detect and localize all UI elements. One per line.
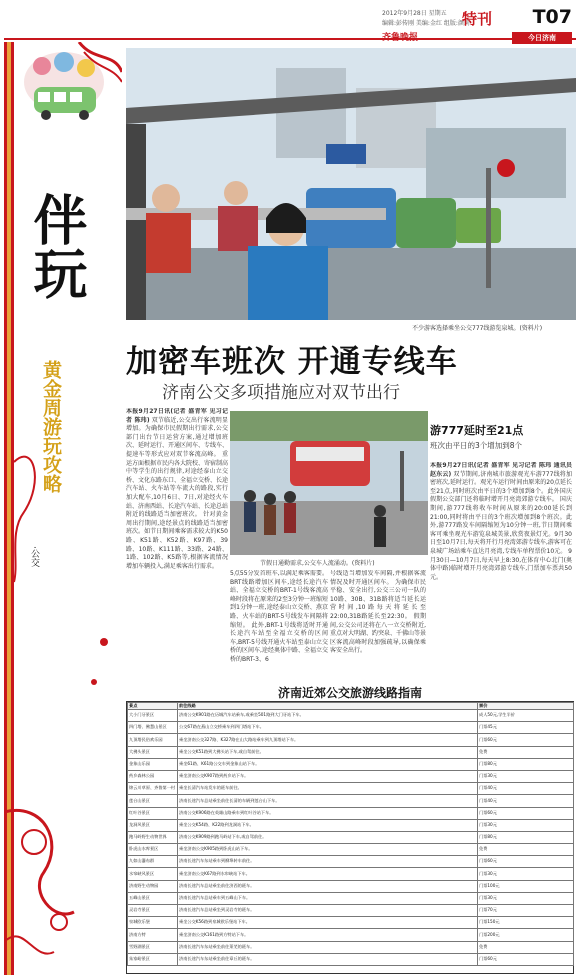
cell-price: 免费 bbox=[478, 746, 574, 758]
bus-station-photo bbox=[230, 411, 428, 555]
cell-route: 济南长途汽车东站乘坐前往莱芜的班车。 bbox=[178, 941, 478, 953]
table-row bbox=[128, 880, 574, 892]
side-article-subheadline: 班次由平日的3个增加到8个 bbox=[430, 441, 523, 450]
cell-route: 乘坐济南公交K161路到方特站下车。 bbox=[178, 929, 478, 941]
table-row bbox=[128, 905, 574, 917]
cell-price: 门票45元 bbox=[478, 722, 574, 734]
route-guide-table-box bbox=[126, 701, 574, 974]
table-row bbox=[128, 770, 574, 782]
top-photo bbox=[126, 48, 576, 320]
cell-spot: 济南方特 bbox=[128, 929, 178, 941]
article-body-1: 双节临近,公交出行客流明显增加。为确保市民假期出行需求,公交部门出台节日运营方案,通过增加班次、延时运行、开通区间车、专线车、提速车等形式应对双节客流高峰。 重运方面根据市民内各大院校、寄宿制高中等学生的出行规律,对途经泰山立交桥、文化东路东口、全福立交桥、长途汽车站、火车站等车流大的路段,实行加大配车,10月6日、7日,对途经火车站、济南西站、长途汽车站、长途总站附近的线路适当加密班次。 针对黄金周出行期间,途经景点的线路适当加密班次。如节日期间乘客需求较大的K50路、K51路、K52路、K97路、39路、10路、K111路、33路、24路、1路、102路、K5路等,根据客流情况增加车辆投入,满足乘客出行需求。 bbox=[126, 416, 228, 570]
table-row bbox=[128, 929, 574, 941]
cell-spot: 跑马岭野生动物世界 bbox=[128, 831, 178, 843]
table-row bbox=[128, 819, 574, 831]
cell-spot: 莲台山景区 bbox=[128, 795, 178, 807]
cell-spot: 朱家峪景区 bbox=[128, 953, 178, 965]
cell-spot: 红叶谷景区 bbox=[128, 807, 178, 819]
sidebar-suffix: ·公交 bbox=[29, 546, 39, 567]
side-article-text: 双节期间,济南城市旅游观光车游777线将加密班次,延时运行。观光车运行时间由原来的20点延长至21点,同时班次由平日的3个增加到8个。此外国庆假期公交部门还将临时增开月亮湾郊游专线车。 国庆期间,游777线将收车时间从原来的20:00延长到21:00,同时将由平日的3个班次增加到8个班次。此外,游777路发车间隔缩短为10分钟一班,节日期间乘客可乘坐观光车游览泉城美景,欣赏夜景灯光。9月30日至10月7日,每天将开行月亮湾郊游专线车,游客可在泉城广场站乘车直达月亮湾,专线车单程票价10元。 9月30日—10月7日,每天早上8:30,在体育中心北门(奥体中路)临时增开月亮湾郊游专线车,门票加车票共50元。 bbox=[430, 470, 572, 581]
table-row bbox=[128, 795, 574, 807]
header-spot: 景点 bbox=[128, 703, 178, 710]
top-photo-caption: 不少游客选择乘坐公交777线游览泉城。(资料片) bbox=[412, 325, 543, 332]
table-row bbox=[128, 953, 574, 965]
section-badge: 今日济南 bbox=[512, 32, 572, 44]
cell-price: 门票30元 bbox=[478, 868, 574, 880]
table-row bbox=[128, 856, 574, 868]
route-guide bbox=[126, 684, 574, 974]
sidebar-decoration bbox=[4, 42, 122, 975]
cell-route: 乘坐济南公交K907路到药乡站下车。 bbox=[178, 770, 478, 782]
table-row bbox=[128, 868, 574, 880]
header-price: 票价 bbox=[478, 703, 574, 710]
table-row bbox=[128, 831, 574, 843]
cell-spot: 药乡森林公园 bbox=[128, 770, 178, 782]
cell-route: 济南长途汽车总站乘车到五峰山下车。 bbox=[178, 892, 478, 904]
second-photo-caption: 节假日通勤需求,公交车人流涌动。(资料片) bbox=[260, 560, 375, 567]
table-row bbox=[128, 758, 574, 770]
cell-spot: 雪野湖景区 bbox=[128, 941, 178, 953]
cell-route: 济南公交K909路到跑马岭站下车,或自驾前往。 bbox=[178, 831, 478, 843]
cell-spot: 泉城欧乐堡 bbox=[128, 917, 178, 929]
cell-price: 门票200元 bbox=[478, 929, 574, 941]
table-row bbox=[128, 892, 574, 904]
cell-price: 免费 bbox=[478, 941, 574, 953]
bus-tour-photo bbox=[126, 48, 576, 320]
side-article-body bbox=[430, 462, 572, 680]
cell-spot: 金象山乐园 bbox=[128, 758, 178, 770]
article-lead: 本报9月27日讯(记者 盛青军 见习记者 陈玮) bbox=[126, 408, 228, 424]
cell-route: 济南长途汽车总站乘坐前往长清的车辆到莲台山下车。 bbox=[178, 795, 478, 807]
cell-spot: 九顶塔民俗欢乐园 bbox=[128, 734, 178, 746]
cell-price: 门票60元 bbox=[478, 807, 574, 819]
side-article-headline: 游777延时至21点 bbox=[430, 424, 524, 437]
cell-spot: 五峰山景区 bbox=[128, 892, 178, 904]
cell-route: 济南长途汽车总站乘坐前往济西的班车。 bbox=[178, 880, 478, 892]
second-photo bbox=[230, 411, 428, 555]
table-row bbox=[128, 746, 574, 758]
issue-date: 2012年9月28日 星期五 bbox=[382, 10, 447, 17]
article-column-1 bbox=[126, 408, 228, 680]
cell-spot: 水帘峡风景区 bbox=[128, 868, 178, 880]
table-row bbox=[128, 722, 574, 734]
table-row bbox=[128, 734, 574, 746]
table-row bbox=[128, 710, 574, 722]
cell-route: 乘坐济南公交K67路到水帘峡站下车。 bbox=[178, 868, 478, 880]
table-header-row bbox=[128, 703, 574, 710]
cell-price: 门票150元 bbox=[478, 917, 574, 929]
cell-spot: 九如山瀑布群 bbox=[128, 856, 178, 868]
cell-price: 门票80元 bbox=[478, 831, 574, 843]
route-guide-title: 济南近郊公交旅游线路指南 bbox=[277, 686, 422, 700]
editor-credits: 编辑:彭传刚 美编:金红 组版:颜莉 bbox=[382, 20, 470, 27]
cell-price: 门票30元 bbox=[478, 819, 574, 831]
cell-spot: 卧虎山水库景区 bbox=[128, 844, 178, 856]
article-headline: 加密车班次 开通专线车 bbox=[126, 344, 458, 380]
cell-spot: 大佛头景区 bbox=[128, 746, 178, 758]
section-label: 特刊 bbox=[462, 10, 493, 28]
cell-price: 门票100元 bbox=[478, 880, 574, 892]
cell-price: 门票40元 bbox=[478, 795, 574, 807]
cell-price: 门票40元 bbox=[478, 783, 574, 795]
cell-route: 济南长途汽车总站乘坐到灵岩寺的班车。 bbox=[178, 905, 478, 917]
cell-spot: 四门塔、佛慧山景区 bbox=[128, 722, 178, 734]
cell-price: 免费 bbox=[478, 844, 574, 856]
cell-route: 乘坐济南公交K905路到卧虎山站下车。 bbox=[178, 844, 478, 856]
table-row bbox=[128, 807, 574, 819]
article-column-2: 5点55分发首班车,以满足乘客需要。 BRT线路增加区间车,途经长途汽车站、全福立交桥的BRT-1号线客流高峰时段将在原来的2至3分钟一班缩短到1分钟一班,途经泰山立交桥、燕京路、火车站的BRT-5号线发车间隔将缩短。 此外,BRT-1号线将适时开通长途汽车站至全福立交桥的区间车,BRT-5号线开通火车站至泰山立交桥的区间车,途经奥体中路、全福立交桥的BRT-3、6 bbox=[230, 570, 328, 663]
cell-route: 乘坐61路、K61路公交车到金象山站下车。 bbox=[178, 758, 478, 770]
table-row bbox=[128, 783, 574, 795]
cell-price: 门票60元 bbox=[478, 856, 574, 868]
table-row bbox=[128, 844, 574, 856]
cell-route: 济南公交K901路在历城汽车站乘车,或乘坐501路到大门牙站下车。 bbox=[178, 710, 478, 722]
cell-route: 济南公交K906路在英雄山路乘车到红叶谷站下车。 bbox=[178, 807, 478, 819]
cell-price: 门票60元 bbox=[478, 734, 574, 746]
cell-spot: 龙洞风景区 bbox=[128, 819, 178, 831]
cell-price: 门票30元 bbox=[478, 770, 574, 782]
table-row bbox=[128, 917, 574, 929]
article-subheadline: 济南公交多项措施应对双节出行 bbox=[162, 383, 400, 403]
cell-price: 门票30元 bbox=[478, 892, 574, 904]
cell-price: 门票60元 bbox=[478, 953, 574, 965]
header-route: 前往线路 bbox=[178, 703, 478, 710]
cell-spot: 济南野生动物园 bbox=[128, 880, 178, 892]
cell-spot: 灵岩寺景区 bbox=[128, 905, 178, 917]
cell-price: 门票70元 bbox=[478, 905, 574, 917]
cell-price: 门票80元 bbox=[478, 758, 574, 770]
cell-route: 乘坐公交K54路、K22路到龙洞站下车。 bbox=[178, 819, 478, 831]
page-number: T07 bbox=[532, 6, 572, 28]
cell-route: 济南长途汽车东站乘坐前往章丘的班车。 bbox=[178, 953, 478, 965]
route-guide-table bbox=[127, 702, 574, 966]
newspaper-logo: 齐鲁晚报 bbox=[382, 33, 419, 43]
sidebar-illustration bbox=[4, 42, 122, 975]
cell-route: 乘坐公交K51路到大佛头站下车,或自驾前往。 bbox=[178, 746, 478, 758]
sidebar-tagline: 黄金周游玩攻略 bbox=[40, 360, 62, 493]
side-article-lead: 本报9月27日讯(记者 盛青军 见习记者 陈玮 通讯员 赵东云) bbox=[430, 462, 572, 478]
sidebar-title: 伴玩 bbox=[25, 192, 89, 300]
cell-route: 乘坐公交K56路到泉城欧乐堡站下车。 bbox=[178, 917, 478, 929]
table-body bbox=[128, 710, 574, 966]
article-column-3: 号线适当增加发车间隔,并根据客流情况及时开通区间车。 为确保市民平稳、安全出行,公交三公司一队的10路、30B、31B路将适当延长运营时间,10路每天将延长至22:00,31B路延长至22:30。 假期间,公交公司还将在八一立交桥附近,重点对大明湖、趵突泉、千佛山等景区客流高峰时段加强疏导,以确保乘客安全出行。 bbox=[330, 570, 426, 655]
masthead bbox=[382, 6, 572, 43]
table-row bbox=[128, 941, 574, 953]
cell-spot: 锦云川草原、齐鲁第一村 bbox=[128, 783, 178, 795]
cell-spot: 大小门牙景区 bbox=[128, 710, 178, 722]
cell-price: 成人50元,学生半价 bbox=[478, 710, 574, 722]
cell-route: 乘坐长清汽车站发车的班车前往。 bbox=[178, 783, 478, 795]
cell-route: 公交67路在燕山立交桥乘车到四门塔站下车。 bbox=[178, 722, 478, 734]
cell-route: 济南长途汽车东站乘车到柳埠转车前往。 bbox=[178, 856, 478, 868]
cell-route: 乘坐济南公交327路、K327路在山大路站乘车到九顶塔站下车。 bbox=[178, 734, 478, 746]
